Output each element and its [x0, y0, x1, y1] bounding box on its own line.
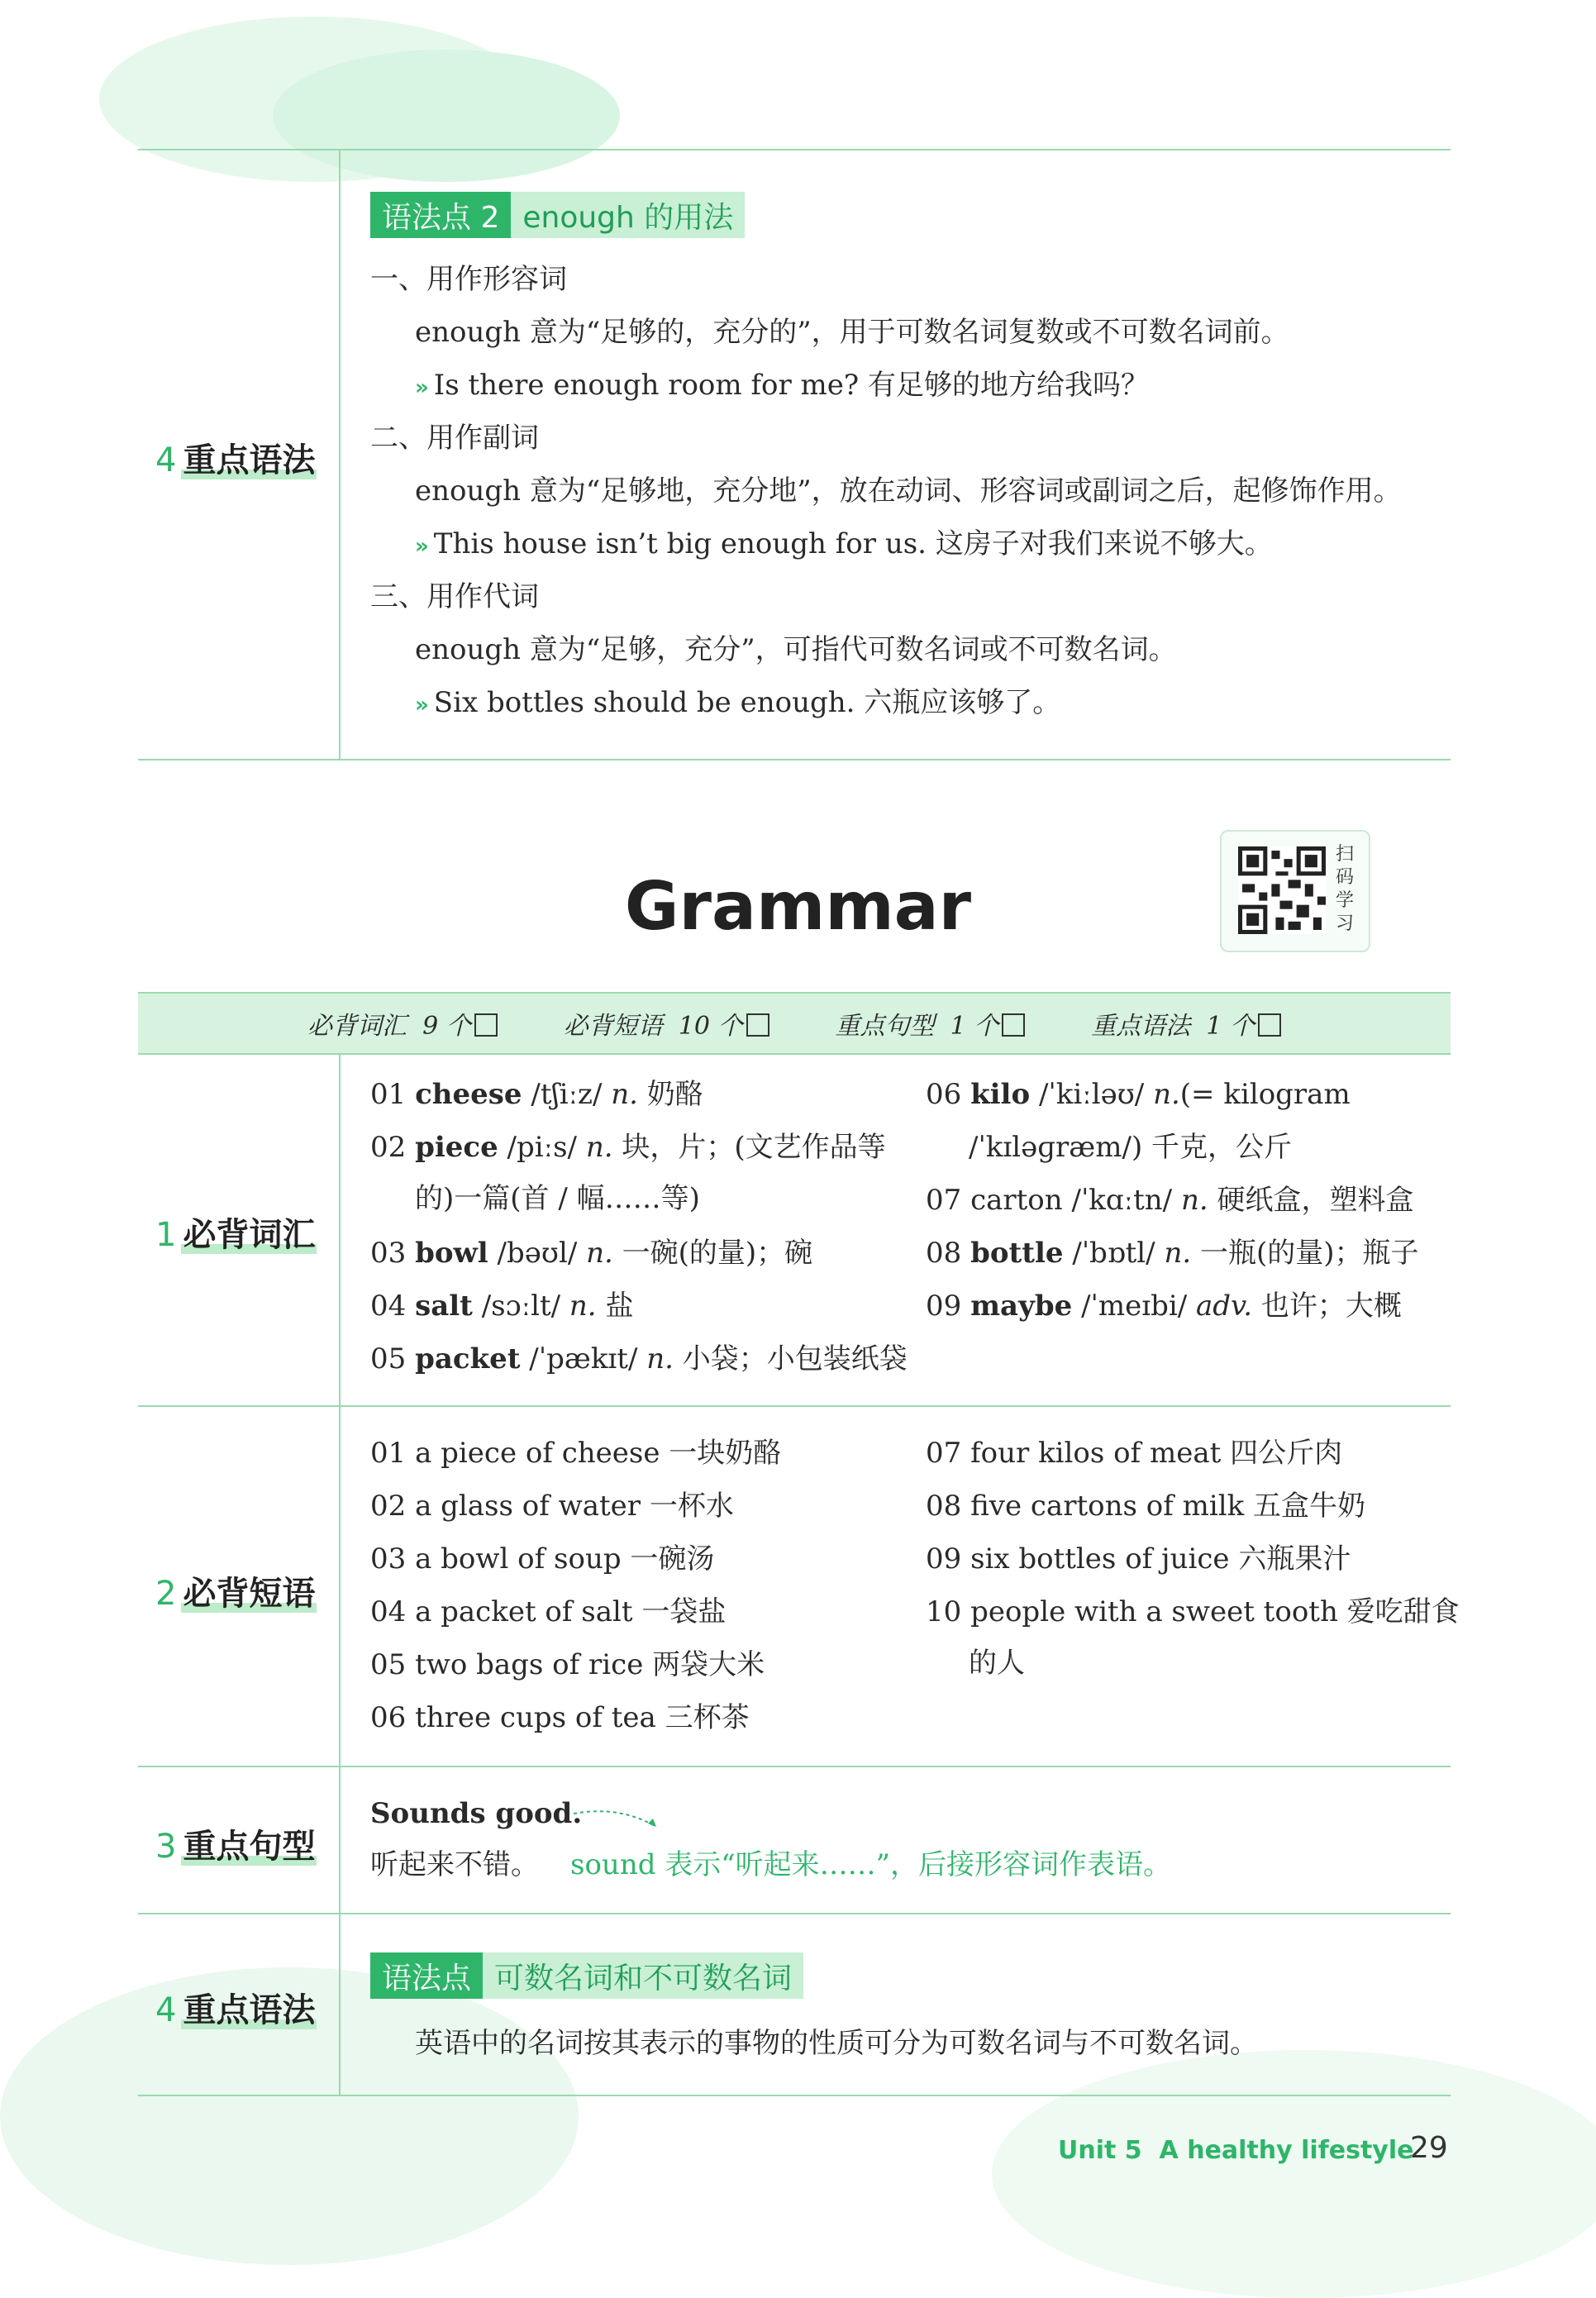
- phrase-item: 09 six bottles of juice 六瓶果汁: [926, 1542, 1351, 1576]
- section-label-phrases: 2 必背短语: [155, 1575, 316, 1613]
- key-sentence-translation: 听起来不错。: [370, 1848, 539, 1881]
- phrase-item: 07 four kilos of meat 四公斤肉: [926, 1437, 1343, 1470]
- phrase-item: 06 three cups of tea 三杯茶: [370, 1701, 750, 1734]
- grammar-point-tag: 语法点 2 enough 的用法: [370, 192, 745, 238]
- qr-label: 扫码学习: [1336, 844, 1355, 934]
- explanation-line: enough 意为“足够的，充分的”，用于可数名词复数或不可数名词前。: [415, 316, 1289, 349]
- page-title: Grammar: [624, 868, 972, 945]
- vocab-item: 06 kilo /ˈkiːləʊ/ n.(= kilogram: [926, 1078, 1351, 1111]
- vocab-item: 08 bottle /ˈbɒtl/ n. 一瓶(的量)；瓶子: [926, 1237, 1419, 1270]
- qr-card[interactable]: [1220, 830, 1370, 952]
- phrase-item: 10 people with a sweet tooth 爱吃甜食: [926, 1595, 1460, 1628]
- stats-bar: [138, 992, 1451, 1055]
- phrase-item: 04 a packet of salt 一袋盐: [370, 1595, 727, 1628]
- checkbox-icon[interactable]: [1002, 1013, 1025, 1037]
- explanation-line: enough 意为“足够，充分”，可指代可数名词或不可数名词。: [415, 633, 1177, 666]
- phrase-item: 02 a glass of water 一杯水: [370, 1490, 734, 1523]
- heading-line: 二、用作副词: [370, 422, 539, 455]
- divider: [138, 2095, 1451, 2096]
- vocab-item: 02 piece /piːs/ n. 块，片；(文艺作品等: [370, 1131, 886, 1164]
- divider: [138, 149, 1451, 150]
- checkbox-icon[interactable]: [474, 1013, 498, 1037]
- divider: [138, 1405, 1451, 1407]
- stat-grammar: 重点语法 1 个: [1091, 1005, 1281, 1042]
- vocab-item: 05 packet /ˈpækɪt/ n. 小袋；小包装纸袋: [370, 1342, 908, 1375]
- vocab-item: 03 bowl /bəʊl/ n. 一碗(的量)；碗: [370, 1237, 813, 1270]
- stat-phrases: 必背短语 10 个: [564, 1005, 769, 1042]
- example-line: » This house isn’t big enough for us. 这房子对我们来说不够大。: [415, 527, 1273, 560]
- arrow-icon: »: [415, 693, 429, 718]
- arrow-icon: »: [415, 375, 429, 400]
- phrase-item: 05 two bags of rice 两袋大米: [370, 1648, 765, 1681]
- section-label-grammar-top: 4 重点语法: [155, 441, 316, 479]
- footer-unit: Unit 5 A healthy lifestyle: [1058, 2136, 1414, 2165]
- grammar-point-text: 英语中的名词按其表示的事物的性质可分为可数名词与不可数名词。: [415, 2027, 1258, 2060]
- checkbox-icon[interactable]: [1258, 1013, 1281, 1037]
- key-sentence-note: sound 表示“听起来……”，后接形容词作表语。: [570, 1848, 1172, 1881]
- divider: [138, 759, 1451, 760]
- phrase-item: 01 a piece of cheese 一块奶酪: [370, 1437, 782, 1470]
- key-sentence: Sounds good.: [370, 1797, 583, 1830]
- divider: [138, 1766, 1451, 1767]
- vocab-item-continuation: 的)一篇(首 / 幅……等): [415, 1182, 700, 1215]
- checkbox-icon[interactable]: [746, 1013, 769, 1037]
- example-line: » Six bottles should be enough. 六瓶应该够了。: [415, 686, 1061, 719]
- background-cloud: [992, 2050, 1596, 2298]
- phrase-item: 08 five cartons of milk 五盒牛奶: [926, 1490, 1365, 1523]
- grammar-point-tag: 语法点 可数名词和不可数名词: [370, 1952, 803, 1999]
- column-divider: [339, 1053, 341, 2095]
- vocab-item: 09 maybe /ˈmeɪbi/ adv. 也许；大概: [926, 1290, 1402, 1323]
- heading-line: 一、用作形容词: [370, 263, 567, 296]
- background-cloud: [273, 50, 620, 182]
- arrow-icon: [570, 1802, 661, 1835]
- arrow-icon: »: [415, 534, 429, 559]
- vocab-item: 04 salt /sɔːlt/ n. 盐: [370, 1290, 634, 1323]
- phrase-item-continuation: 的人: [969, 1647, 1025, 1680]
- qr-code-icon: [1238, 846, 1326, 934]
- stat-sentences: 重点句型 1 个: [836, 1005, 1026, 1042]
- page-number: 29: [1410, 2131, 1448, 2165]
- vocab-item: 01 cheese /tʃiːz/ n. 奶酪: [370, 1078, 703, 1111]
- section-label-grammar: 4 重点语法: [155, 1991, 316, 2029]
- section-label-vocab: 1 必背词汇: [155, 1216, 316, 1254]
- vocab-item-continuation: /ˈkɪləɡræm/) 千克，公斤: [969, 1131, 1293, 1164]
- explanation-line: enough 意为“足够地，充分地”，放在动词、形容词或副词之后，起修饰作用。: [415, 474, 1402, 508]
- vocab-item: 07 carton /ˈkɑːtn/ n. 硬纸盒，塑料盒: [926, 1184, 1414, 1217]
- column-divider: [339, 150, 341, 759]
- heading-line: 三、用作代词: [370, 580, 539, 613]
- stat-vocab: 必背词汇 9 个: [307, 1005, 498, 1042]
- phrase-item: 03 a bowl of soup 一碗汤: [370, 1542, 715, 1576]
- example-line: » Is there enough room for me? 有足够的地方给我吗？: [415, 369, 1149, 402]
- section-label-sentence: 3 重点句型: [155, 1828, 316, 1866]
- divider: [138, 1913, 1451, 1914]
